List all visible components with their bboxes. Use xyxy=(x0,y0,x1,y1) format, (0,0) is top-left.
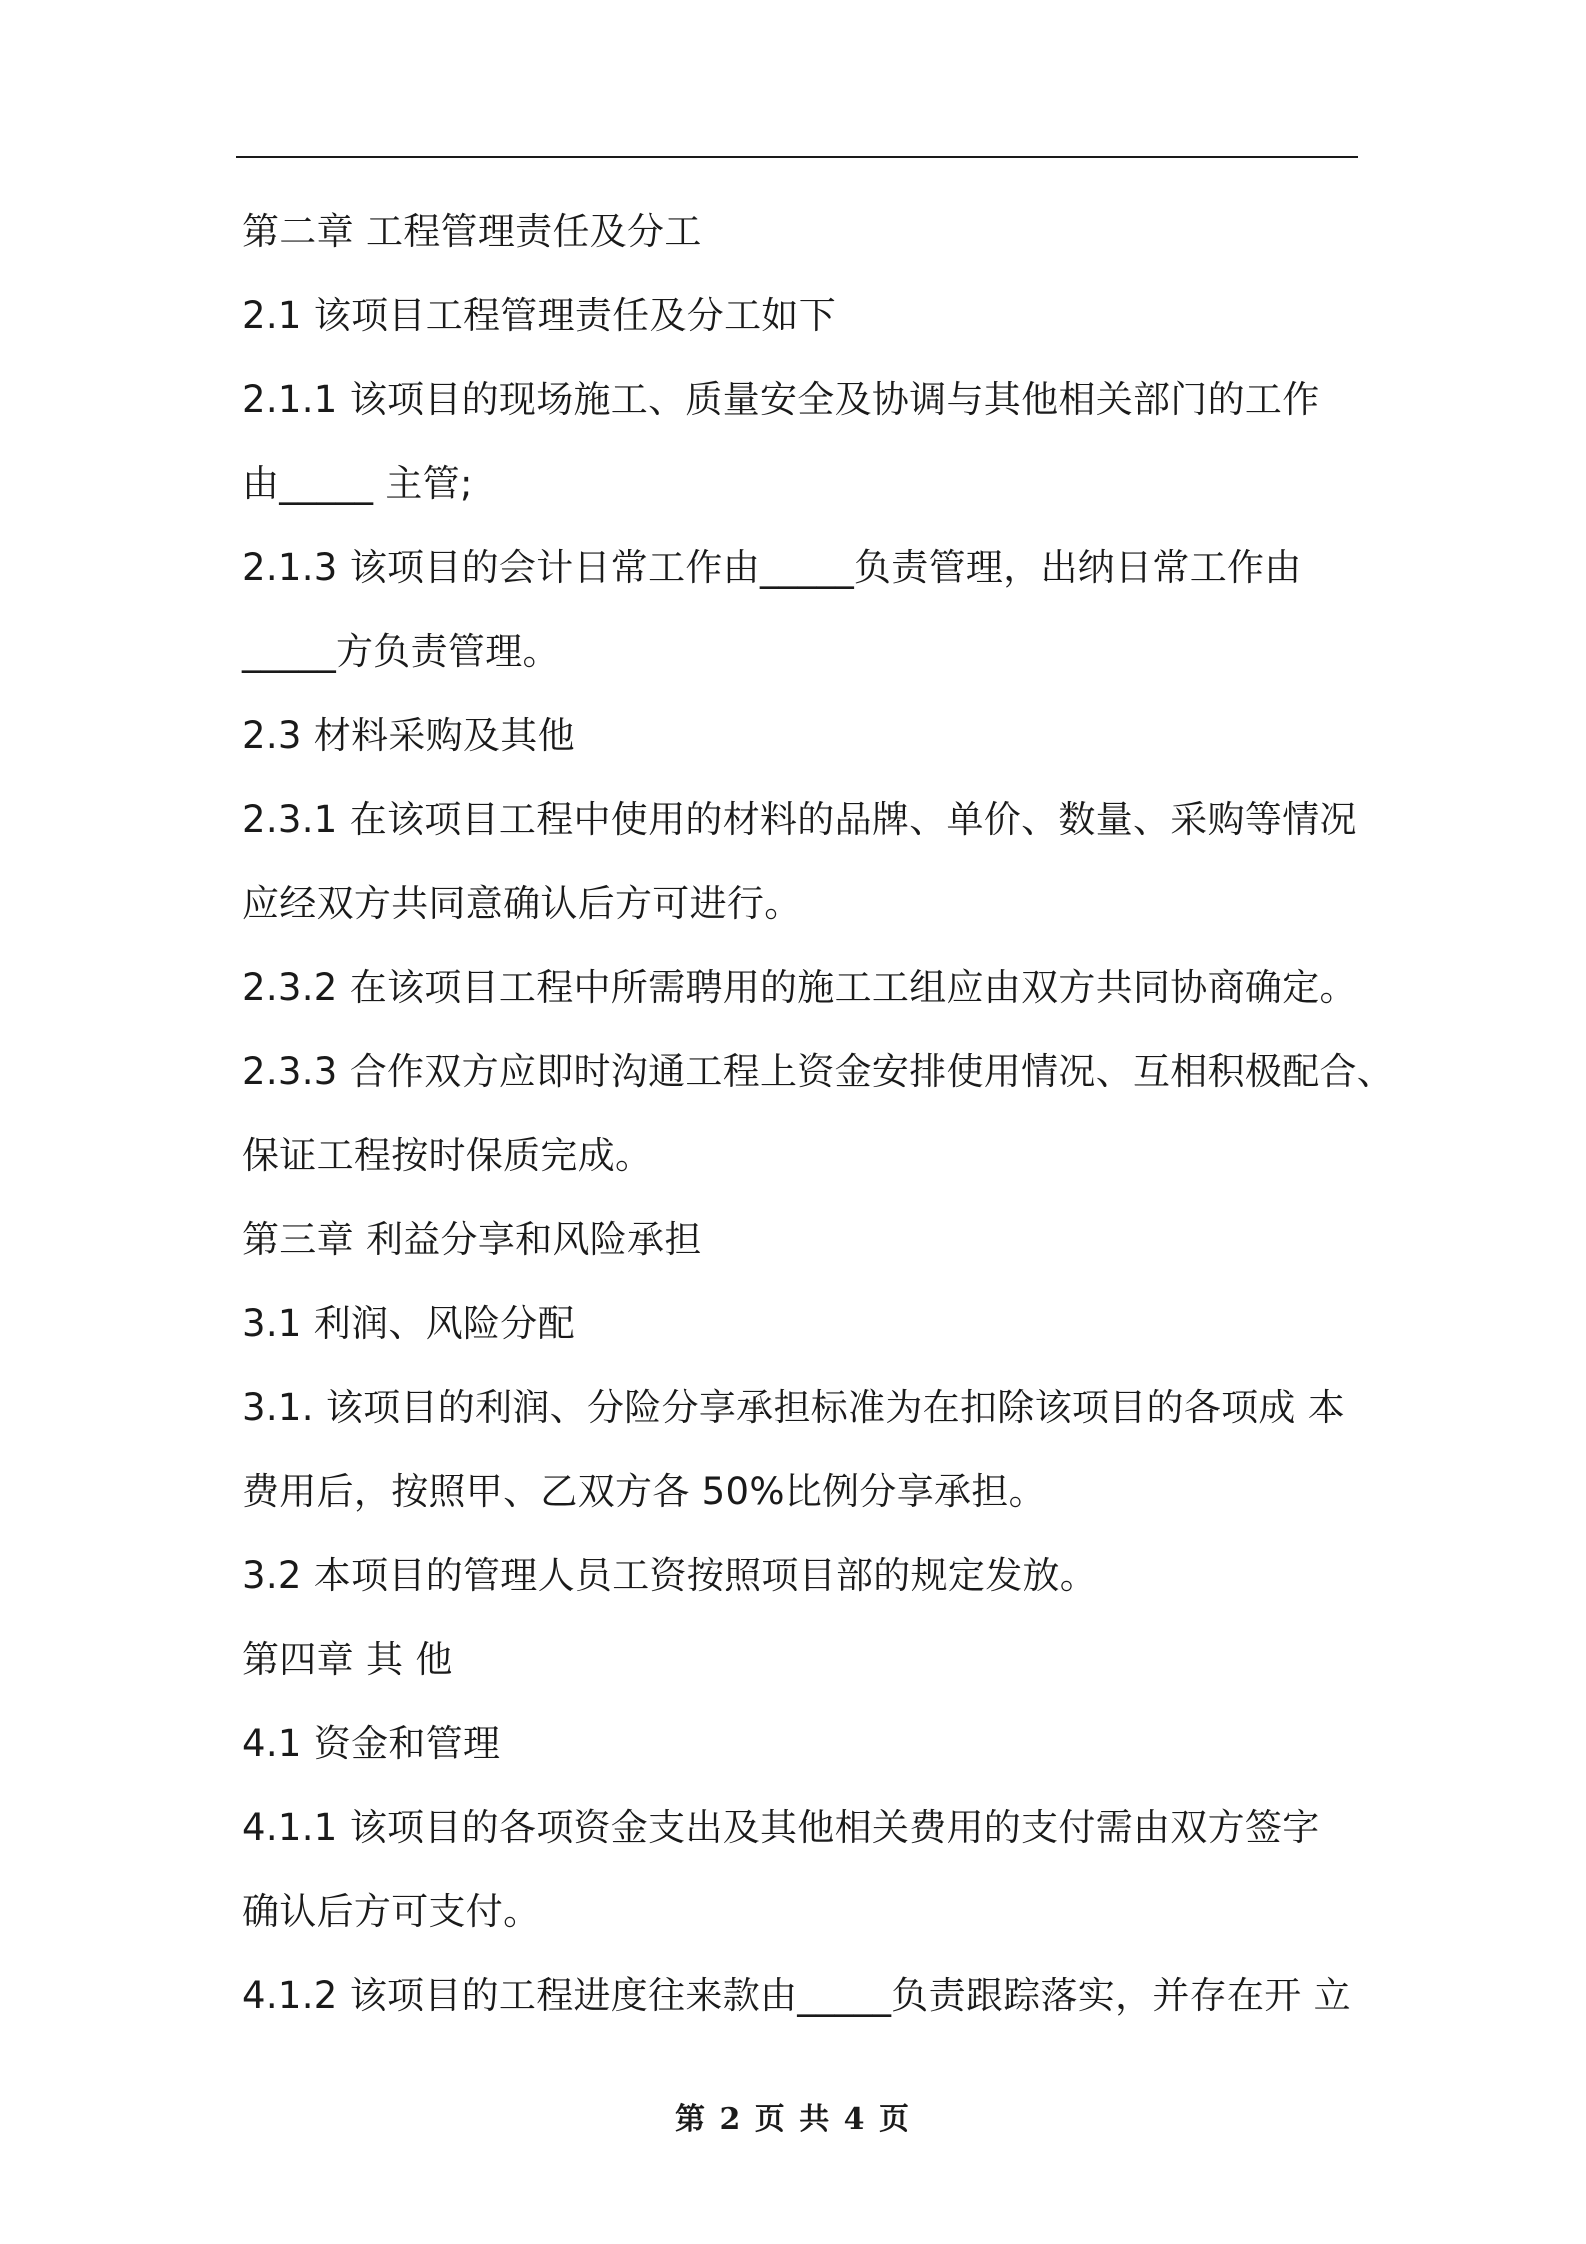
clause-2-1-1: 2.1.1 该项目的现场施工、质量安全及协调与其他相关部门的工作 xyxy=(242,378,1320,421)
clause-2-3-3-continued: 保证工程按时保质完成。 xyxy=(242,1134,653,1177)
clause-2-3-3: 2.3.3 合作双方应即时沟通工程上资金安排使用情况、互相积极配合、 xyxy=(242,1050,1395,1093)
chapter-3-heading: 第三章 利益分享和风险承担 xyxy=(242,1218,702,1261)
clause-2-1-3-continued: _____方负责管理。 xyxy=(242,630,560,673)
clause-2-1-3: 2.1.3 该项目的会计日常工作由_____负责管理，出纳日常工作由 xyxy=(242,546,1302,589)
clause-2-3-1-continued: 应经双方共同意确认后方可进行。 xyxy=(242,882,802,925)
section-3-1-heading: 3.1 利润、风险分配 xyxy=(242,1302,575,1345)
clause-2-1-1-continued: 由_____ 主管; xyxy=(242,462,473,505)
clause-4-1-2: 4.1.2 该项目的工程进度往来款由_____负责跟踪落实，并存在开 立 xyxy=(242,1974,1351,2017)
section-2-1-heading: 2.1 该项目工程管理责任及分工如下 xyxy=(242,294,837,337)
document-body xyxy=(242,190,1395,2038)
clause-4-1-1-continued: 确认后方可支付。 xyxy=(242,1890,541,1933)
page-number-footer: 第 2 页 共 4 页 xyxy=(675,2102,911,2137)
section-2-3-heading: 2.3 材料采购及其他 xyxy=(242,714,575,757)
chapter-2-heading: 第二章 工程管理责任及分工 xyxy=(242,210,702,253)
chapter-4-heading: 第四章 其 他 xyxy=(242,1638,453,1681)
clause-3-2: 3.2 本项目的管理人员工资按照项目部的规定发放。 xyxy=(242,1554,1098,1597)
section-4-1-heading: 4.1 资金和管理 xyxy=(242,1722,501,1765)
clause-4-1-1: 4.1.1 该项目的各项资金支出及其他相关费用的支付需由双方签字 xyxy=(242,1806,1320,1849)
header-rule xyxy=(236,156,1358,158)
clause-3-1-continued: 费用后，按照甲、乙双方各 50%比例分享承担。 xyxy=(242,1470,1046,1513)
clause-2-3-2: 2.3.2 在该项目工程中所需聘用的施工工组应由双方共同协商确定。 xyxy=(242,966,1357,1009)
clause-3-1: 3.1. 该项目的利润、分险分享承担标准为在扣除该项目的各项成 本 xyxy=(242,1386,1346,1429)
clause-2-3-1: 2.3.1 在该项目工程中使用的材料的品牌、单价、数量、采购等情况 xyxy=(242,798,1357,841)
